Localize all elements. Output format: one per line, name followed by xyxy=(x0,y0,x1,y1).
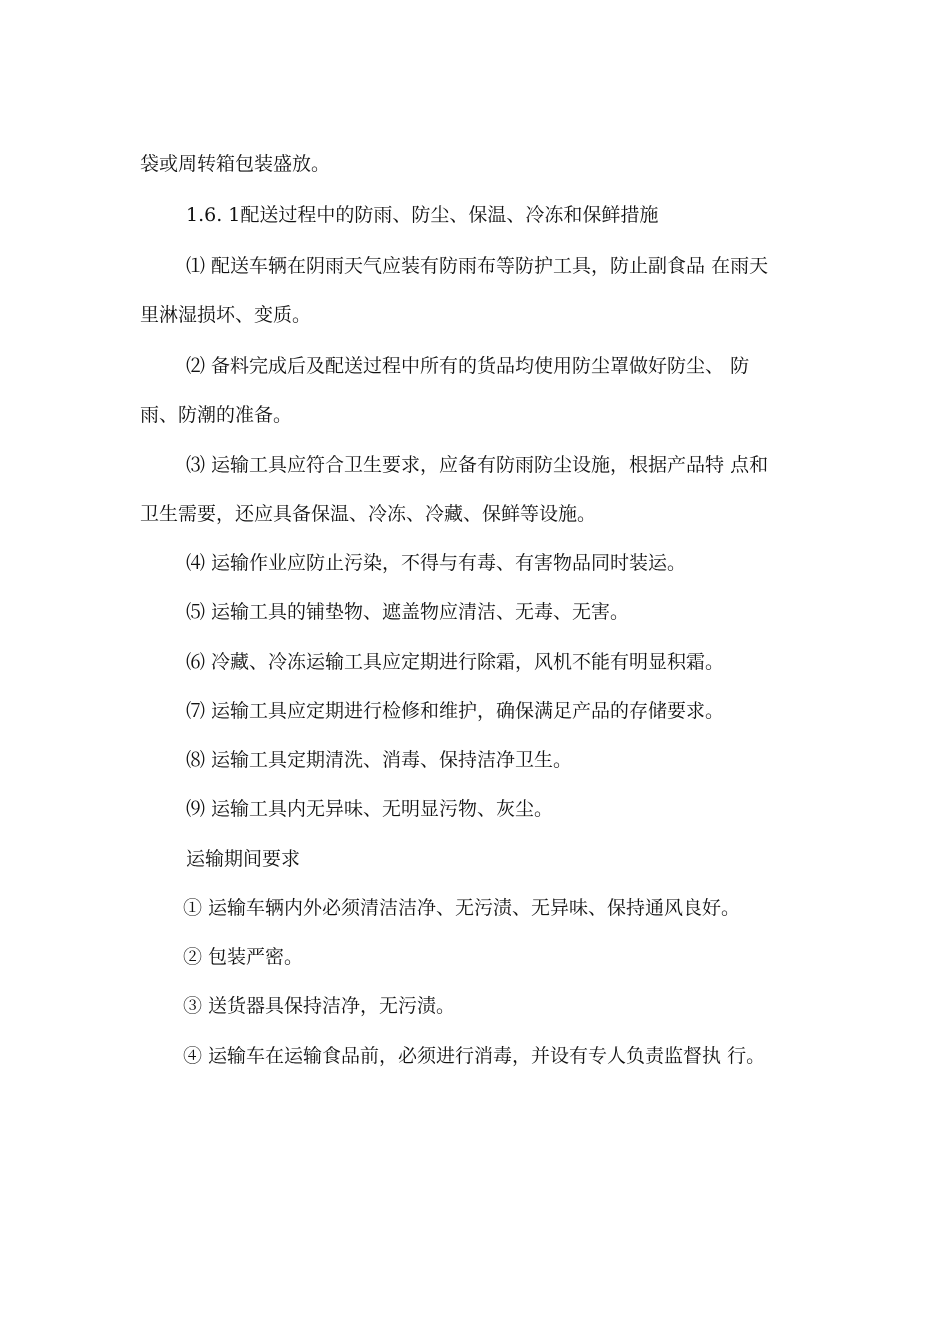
item-2-line-2: 雨、防潮的准备。 xyxy=(140,404,293,426)
requirement-4: ④ 运输车在运输食品前，必须进行消毒，并设有专人负责监督执 行。 xyxy=(183,1045,766,1067)
item-5: ⑸ 运输工具的铺垫物、遮盖物应清洁、无毒、无害。 xyxy=(186,601,630,623)
requirement-2: ② 包装严密。 xyxy=(183,946,304,968)
item-6: ⑹ 冷藏、冷冻运输工具应定期进行除霜，风机不能有明显积霜。 xyxy=(186,651,725,673)
item-2-line-1: ⑵ 备料完成后及配送过程中所有的货品均使用防尘罩做好防尘、 防 xyxy=(186,355,750,377)
item-1-line-1: ⑴ 配送车辆在阴雨天气应装有防雨布等防护工具，防止副食品 在雨天 xyxy=(186,255,769,277)
item-3-line-2: 卫生需要，还应具备保温、冷冻、冷藏、保鲜等设施。 xyxy=(140,503,597,525)
item-4: ⑷ 运输作业应防止污染，不得与有毒、有害物品同时装运。 xyxy=(186,552,687,574)
paragraph-line-1: 袋或周转箱包装盛放。 xyxy=(140,153,331,175)
requirement-1: ① 运输车辆内外必须清洁洁净、无污渍、无异味、保持通风良好。 xyxy=(183,897,741,919)
requirement-3: ③ 送货器具保持洁净，无污渍。 xyxy=(183,995,456,1017)
item-3-line-1: ⑶ 运输工具应符合卫生要求，应备有防雨防尘设施，根据产品特 点和 xyxy=(186,454,769,476)
item-7: ⑺ 运输工具应定期进行检修和维护，确保满足产品的存储要求。 xyxy=(186,700,725,722)
transport-requirements-heading: 运输期间要求 xyxy=(186,848,301,870)
item-9: ⑼ 运输工具内无异味、无明显污物、灰尘。 xyxy=(186,798,554,820)
item-1-line-2: 里淋湿损坏、变质。 xyxy=(140,304,312,326)
item-8: ⑻ 运输工具定期清洗、消毒、保持洁净卫生。 xyxy=(186,749,573,771)
section-heading-1-6-1: 1.6. 1配送过程中的防雨、防尘、保温、冷冻和保鲜措施 xyxy=(186,204,659,226)
